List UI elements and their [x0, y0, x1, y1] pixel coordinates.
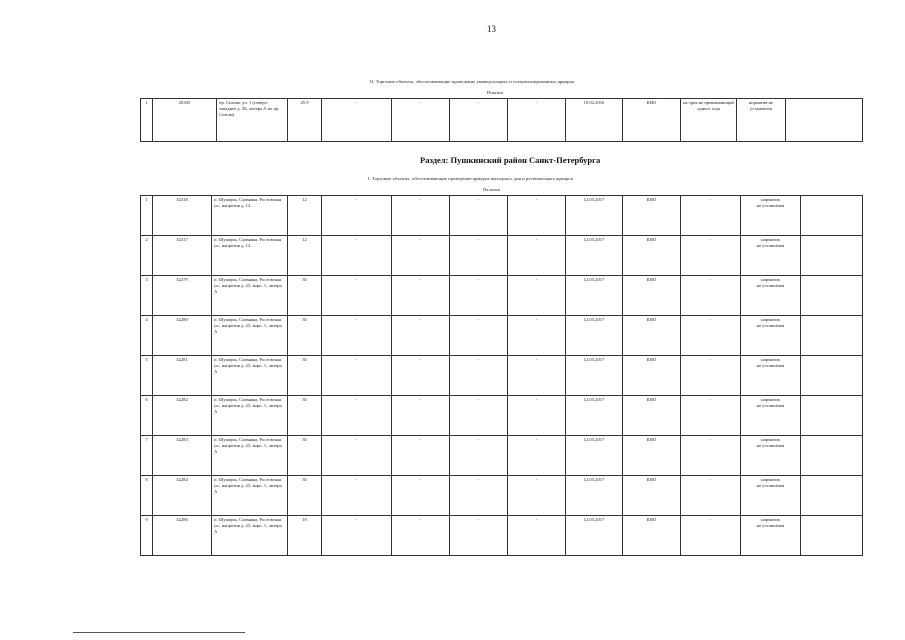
dash-cell: -: [508, 236, 566, 276]
norm-line-1: норматив: [761, 317, 780, 322]
object-address: п. Шушары, Славянка, Ростовская ул., напротив д. 25, корп. 1, литера А: [212, 276, 288, 316]
norm-line-2: не установлен: [756, 442, 785, 448]
object-norm: [741, 396, 801, 436]
empty-cell: [801, 276, 863, 316]
dash-cell: -: [322, 516, 392, 556]
object-area: 30: [288, 436, 322, 476]
empty-cell: [801, 236, 863, 276]
object-norm: [741, 316, 801, 356]
object-area: 30: [288, 396, 322, 436]
dash-cell: -: [392, 356, 450, 396]
object-date: 12.05.2017: [566, 436, 623, 476]
object-date: 12.05.2017: [566, 316, 623, 356]
dash-cell: -: [392, 396, 450, 436]
dash-cell: -: [508, 396, 566, 436]
dash-cell: -: [508, 99, 566, 142]
object-area: 12: [288, 196, 322, 236]
dash-cell: -: [322, 396, 392, 436]
object-area: 25.9: [288, 99, 322, 142]
object-date: 12.05.2017: [566, 196, 623, 236]
norm-line-1: норматив: [761, 517, 780, 522]
object-address: п. Шушары, Славянка, Ростовская ул., напротив д. 25, корп. 1, литера А: [212, 516, 288, 556]
row-number: 9: [141, 516, 153, 556]
object-date: 12.05.2017: [566, 476, 623, 516]
table-row: [141, 396, 863, 436]
norm-line-1: норматив: [761, 397, 780, 402]
section-i-caption: I. Торговые объекты, обеспечивающие проведение ярмарок выходного дня и региональных ярмарок: [368, 176, 574, 181]
object-area: 30: [288, 316, 322, 356]
empty-cell: [801, 476, 863, 516]
norm-line-1: норматив: [761, 477, 780, 482]
object-org: КИО: [623, 236, 681, 276]
object-id: 32280: [153, 316, 212, 356]
row-number: 6: [141, 396, 153, 436]
object-id: 32282: [153, 396, 212, 436]
section-ii-caption: II. Торговые объекты, обеспечивающие проведение универсальных и специализированных ярмарок: [370, 79, 575, 84]
norm-line-2: не установлен: [756, 282, 785, 288]
object-date: 12.05.2017: [566, 356, 623, 396]
object-term: на срок не превышающий одного года: [681, 99, 737, 142]
table-row: [141, 316, 863, 356]
table-row: [141, 99, 863, 142]
object-id: 32284: [153, 476, 212, 516]
rows-body: [141, 196, 863, 556]
object-address: пр. Сизова, уч. 1 (северо-западнее д. 26, литера А по пр. Сизова): [217, 99, 288, 142]
norm-line-2: не установлен: [756, 202, 785, 208]
object-id: 32279: [153, 276, 212, 316]
empty-cell: [801, 196, 863, 236]
row-number: 8: [141, 476, 153, 516]
object-area: 10: [288, 516, 322, 556]
table-row: [141, 476, 863, 516]
object-norm: [741, 276, 801, 316]
row-number: 3: [141, 276, 153, 316]
object-id: 32283: [153, 436, 212, 476]
dash-cell: -: [322, 356, 392, 396]
object-term: -: [681, 236, 741, 276]
dash-cell: -: [322, 196, 392, 236]
norm-line-2: не установлен: [756, 322, 785, 328]
object-date: 12.05.2017: [566, 516, 623, 556]
object-org: КИО: [623, 436, 681, 476]
object-area: 30: [288, 356, 322, 396]
object-term: -: [681, 276, 741, 316]
norm-line-2: не установлен: [756, 522, 785, 528]
empty-cell: [801, 516, 863, 556]
norm-line-2: не установлен: [756, 242, 785, 248]
object-date: 10.02.2016: [566, 99, 623, 142]
object-id: 32286: [153, 516, 212, 556]
object-date: 12.05.2017: [566, 236, 623, 276]
dash-cell: -: [450, 436, 508, 476]
section-ii-table: [140, 98, 863, 142]
dash-cell: -: [392, 236, 450, 276]
object-date: 12.05.2017: [566, 396, 623, 436]
table-row: [141, 356, 863, 396]
object-org: КИО: [623, 99, 681, 142]
dash-cell: -: [508, 476, 566, 516]
dash-cell: -: [450, 396, 508, 436]
row-number: 5: [141, 356, 153, 396]
object-address: п. Шушары, Славянка, Ростовская ул., напротив д. 25, корп. 1, литера А: [212, 476, 288, 516]
row-number: 2: [141, 236, 153, 276]
object-norm: [741, 476, 801, 516]
table-row: [141, 236, 863, 276]
norm-line-1: норматив: [761, 437, 780, 442]
norm-line-1: норматив: [761, 277, 780, 282]
dash-cell: -: [392, 476, 450, 516]
dash-cell: -: [450, 476, 508, 516]
object-term: -: [681, 356, 741, 396]
object-norm: [741, 436, 801, 476]
dash-cell: -: [450, 276, 508, 316]
dash-cell: -: [450, 516, 508, 556]
object-term: -: [681, 476, 741, 516]
object-date: 12.05.2017: [566, 276, 623, 316]
norm-line-2: не установлен: [756, 362, 785, 368]
row-number: 4: [141, 316, 153, 356]
dash-cell: -: [392, 99, 450, 142]
object-id: 26305: [153, 99, 217, 142]
dash-cell: -: [508, 516, 566, 556]
table-row: [141, 436, 863, 476]
footnote-divider: [73, 632, 245, 633]
object-norm: [741, 356, 801, 396]
object-address: п. Шушары, Славянка, Ростовская ул., напротив д. 25, корп. 1, литера А: [212, 316, 288, 356]
object-norm: [741, 516, 801, 556]
dash-cell: -: [508, 356, 566, 396]
object-id: 32318: [153, 196, 212, 236]
object-org: КИО: [623, 476, 681, 516]
object-address: п. Шушары, Славянка, Ростовская ул., напротив д. 12: [212, 236, 288, 276]
empty-cell: [786, 99, 863, 142]
dash-cell: -: [450, 196, 508, 236]
section-heading: Раздел: Пушкинский район Санкт-Петербурга: [420, 155, 601, 165]
object-org: КИО: [623, 356, 681, 396]
dash-cell: -: [508, 196, 566, 236]
object-area: 12: [288, 236, 322, 276]
norm-line-1: норматив: [761, 237, 780, 242]
dash-cell: -: [392, 276, 450, 316]
dash-cell: -: [322, 99, 392, 142]
object-address: п. Шушары, Славянка, Ростовская ул., напротив д. 12: [212, 196, 288, 236]
dash-cell: -: [322, 316, 392, 356]
object-address: п. Шушары, Славянка, Ростовская ул., напротив д. 25, корп. 1, литера А: [212, 356, 288, 396]
norm-line-1: норматив: [761, 357, 780, 362]
norm-line-1: норматив: [761, 197, 780, 202]
dash-cell: -: [322, 236, 392, 276]
object-address: п. Шушары, Славянка, Ростовская ул., напротив д. 25, корп. 1, литера А: [212, 396, 288, 436]
row-number: 1: [141, 196, 153, 236]
dash-cell: -: [392, 196, 450, 236]
object-org: КИО: [623, 396, 681, 436]
object-norm: [741, 196, 801, 236]
dash-cell: -: [322, 476, 392, 516]
dash-cell: -: [450, 99, 508, 142]
empty-cell: [801, 436, 863, 476]
object-term: -: [681, 316, 741, 356]
dash-cell: -: [508, 276, 566, 316]
empty-cell: [801, 316, 863, 356]
table-row: [141, 516, 863, 556]
object-id: 32281: [153, 356, 212, 396]
dash-cell: -: [322, 436, 392, 476]
dash-cell: -: [450, 356, 508, 396]
object-term: -: [681, 396, 741, 436]
dash-cell: -: [322, 276, 392, 316]
dash-cell: -: [392, 516, 450, 556]
dash-cell: -: [392, 316, 450, 356]
row-number: 1: [141, 99, 153, 142]
section-i-sub-caption: Палатки: [483, 187, 501, 192]
section-ii-sub-caption: Пшаткн: [487, 90, 504, 95]
object-org: КИО: [623, 276, 681, 316]
object-term: -: [681, 516, 741, 556]
object-norm: [741, 236, 801, 276]
object-norm: норматив не установлен: [737, 99, 786, 142]
object-term: -: [681, 196, 741, 236]
table-row: [141, 196, 863, 236]
object-org: КИО: [623, 196, 681, 236]
object-area: 30: [288, 276, 322, 316]
table-row: [141, 276, 863, 316]
row-number: 7: [141, 436, 153, 476]
dash-cell: -: [392, 436, 450, 476]
dash-cell: -: [508, 316, 566, 356]
object-id: 32317: [153, 236, 212, 276]
section-i-table: [140, 195, 863, 556]
object-address: п. Шушары, Славянка, Ростовская ул., напротив д. 25, корп. 1, литера А: [212, 436, 288, 476]
dash-cell: -: [508, 436, 566, 476]
empty-cell: [801, 356, 863, 396]
page-number: 13: [487, 24, 496, 34]
dash-cell: -: [450, 236, 508, 276]
object-term: -: [681, 436, 741, 476]
norm-line-2: не установлен: [756, 482, 785, 488]
object-org: КИО: [623, 516, 681, 556]
object-org: КИО: [623, 316, 681, 356]
object-area: 30: [288, 476, 322, 516]
dash-cell: -: [450, 316, 508, 356]
norm-line-2: не установлен: [756, 402, 785, 408]
empty-cell: [801, 396, 863, 436]
